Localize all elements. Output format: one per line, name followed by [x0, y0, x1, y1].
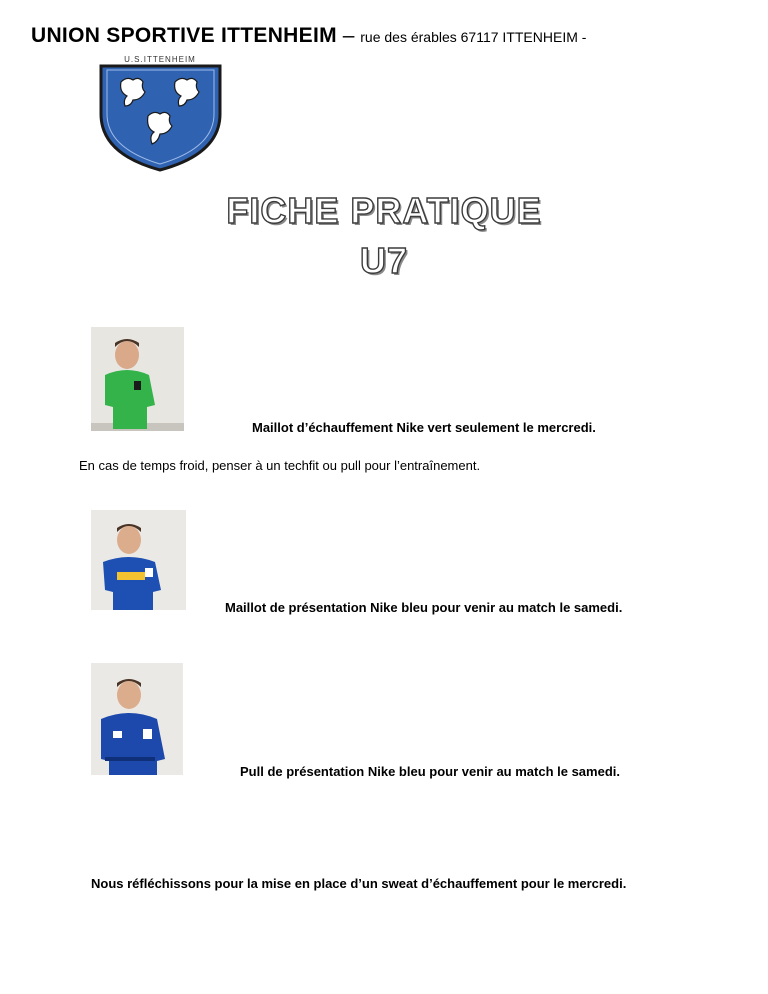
header-line: [31, 24, 586, 48]
crest-shield-icon: [93, 54, 228, 174]
cold-weather-note: En cas de temps froid, penser à un techfit ou pull pour l’entraînement.: [79, 458, 481, 473]
page-title-line-2: U7: [359, 240, 409, 281]
club-name: UNION SPORTIVE ITTENHEIM: [31, 24, 337, 47]
blue-jersey-photo: [91, 510, 186, 610]
item-caption: Maillot de présentation Nike bleu pour venir au match le samedi.: [225, 600, 623, 615]
green-jersey-photo: [91, 327, 184, 431]
page-title-line-1: FICHE PRATIQUE: [226, 190, 542, 231]
club-address: rue des érables 67117 ITTENHEIM -: [360, 29, 587, 45]
blue-pullover-photo: [91, 663, 183, 775]
crest-text: U.S.ITTENHEIM: [124, 55, 196, 64]
header-separator: –: [336, 24, 361, 47]
item-caption: Maillot d’échauffement Nike vert seulement le mercredi.: [252, 420, 596, 435]
club-crest-logo: [93, 54, 228, 174]
closing-note: Nous réfléchissons pour la mise en place d’un sweat d’échauffement pour le mercredi.: [91, 876, 627, 891]
item-caption: Pull de présentation Nike bleu pour venir au match le samedi.: [240, 764, 620, 779]
